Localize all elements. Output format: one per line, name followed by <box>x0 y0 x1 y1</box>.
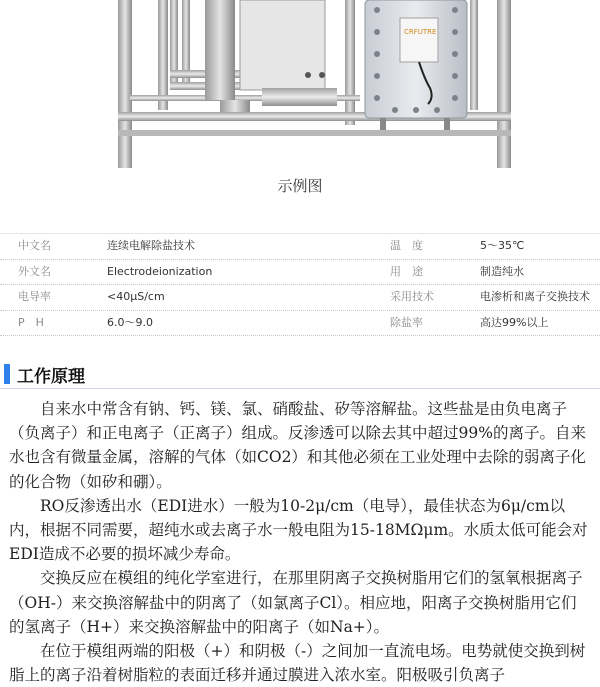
spec-row <box>0 233 600 260</box>
spec-label: 温 度 <box>390 239 423 252</box>
paragraph: 在位于模组两端的阳极（+）和阴极（-）之间加一直流电场。电势就使交换到树脂上的离子沿着树脂粒的表面迁移并通过膜进入浓水室。阳极吸引负离子 <box>9 642 586 685</box>
module-logo: CRFUTRE <box>404 28 437 36</box>
spec-label: 用 途 <box>390 264 423 278</box>
spec-row <box>0 260 600 286</box>
spec-label: P H <box>18 315 44 329</box>
spec-value: 高达99%以上 <box>480 315 549 329</box>
product-figure <box>0 0 600 170</box>
paragraph: 自来水中常含有钠、钙、镁、氯、硝酸盐、矽等溶解盐。这些盐是由负电离子（负离子）和正电离子（正离子）组成。反渗透可以除去其中超过99%的离子。自来水也含有微量金属，溶解的气体（如CO2）和其他必须在工业处理中去除的弱离子化的化合物（如矽和硼）。 <box>9 400 586 491</box>
section-title: 工作原理 <box>17 367 85 387</box>
spec-value: Electrodeionization <box>107 264 213 278</box>
figure-caption: 示例图 <box>277 177 323 195</box>
spec-value: 6.0～9.0 <box>107 315 153 329</box>
spec-value: 连续电解除盐技术 <box>107 239 195 252</box>
paragraph: 交换反应在模组的纯化学室进行，在那里阴离子交换树脂用它们的氢氧根据离子（OH-）来交换溶解盐中的阴离了（如氯离子Cl）。相应地，阳离子交换树脂用它们的氢离子（H+）来交换溶解盐中的阳离子（如Na+）。 <box>9 569 583 636</box>
spec-label: 采用技术 <box>390 290 434 303</box>
spec-label: 外文名 <box>18 264 51 278</box>
spec-value: 5～35℃ <box>480 239 525 252</box>
edi-equipment-illustration <box>0 0 600 170</box>
spec-row <box>0 285 600 311</box>
article-body <box>9 397 589 687</box>
spec-value: 制造纯水 <box>480 264 524 278</box>
section-accent-bar <box>4 364 10 384</box>
spec-label: 除盐率 <box>390 315 423 329</box>
spec-value: <40μS/cm <box>107 290 165 303</box>
spec-row <box>0 311 600 337</box>
section-heading <box>0 358 600 389</box>
paragraph: RO反渗透出水（EDI进水）一般为10-2μ/cm（电导），最佳状态为6μ/cm以内，根据不同需要，超纯水或去离子水一般电阻为15-18MΩμm。水质太低可能会对EDI造成不必要的损坏减少寿命。 <box>9 496 588 564</box>
spec-label: 中文名 <box>18 239 51 252</box>
spec-value: 电渗析和离子交换技术 <box>480 290 590 303</box>
spec-label: 电导率 <box>18 290 51 303</box>
spec-table <box>0 233 600 336</box>
